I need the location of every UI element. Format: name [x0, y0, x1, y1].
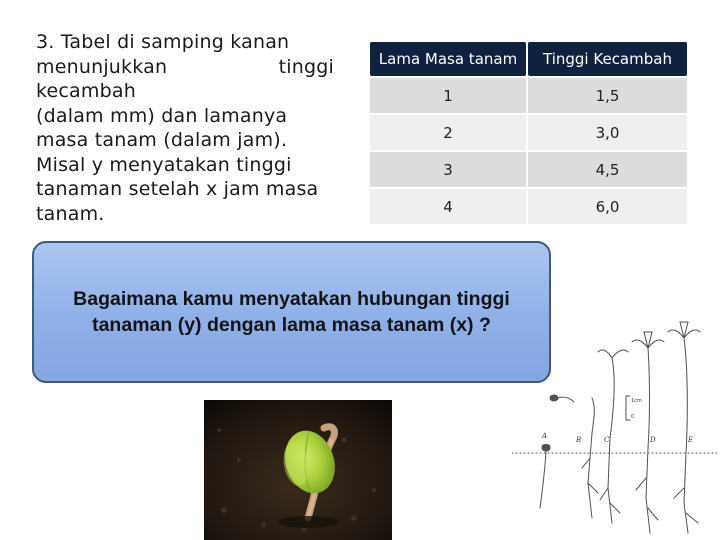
table-cell: 1 [370, 78, 526, 113]
problem-line: tanaman setelah x jam masa [36, 178, 319, 200]
column-header-planting-time: Lama Masa tanam [370, 42, 526, 76]
question-box [32, 241, 551, 383]
table-cell: 1,5 [528, 78, 687, 113]
stage-label: B [576, 436, 582, 444]
problem-line: menunjukkan tinggi kecambah [36, 55, 334, 102]
question-text: Bagaimana kamu menyatakan hubungan tinggi tanaman (y) dengan lama masa tanam (x) ? [73, 288, 510, 336]
problem-statement [36, 30, 334, 226]
problem-line: tanam. [36, 202, 105, 225]
sprout-height-table [368, 40, 689, 226]
table-cell: 3 [370, 152, 526, 187]
problem-line: (dalam mm) dan lamanya [36, 104, 288, 127]
problem-line: Misal y menyatakan tinggi [36, 153, 292, 176]
scale-label-bottom: 0 [631, 414, 635, 420]
stage-label: A [542, 432, 548, 440]
table-cell: 4 [370, 189, 526, 224]
stage-label: C [604, 436, 610, 444]
problem-line: 3. Tabel di samping kanan [36, 31, 290, 53]
table-cell: 3,0 [528, 115, 687, 150]
table-header-row [370, 42, 687, 76]
table-row [370, 189, 687, 224]
table-row [370, 115, 687, 150]
table-cell: 4,5 [528, 152, 687, 187]
table-cell: 6,0 [528, 189, 687, 224]
table-cell: 2 [370, 115, 526, 150]
scale-label-top: 1cm [631, 398, 642, 404]
table-row [370, 78, 687, 113]
table-row [370, 152, 687, 187]
problem-line: masa tanam (dalam jam). [36, 129, 288, 151]
stage-label: D [650, 436, 656, 444]
stage-label: E [688, 436, 694, 444]
sprout-photo [204, 400, 392, 540]
column-header-sprout-height: Tinggi Kecambah [528, 42, 687, 76]
germination-stages-drawing [512, 318, 720, 540]
